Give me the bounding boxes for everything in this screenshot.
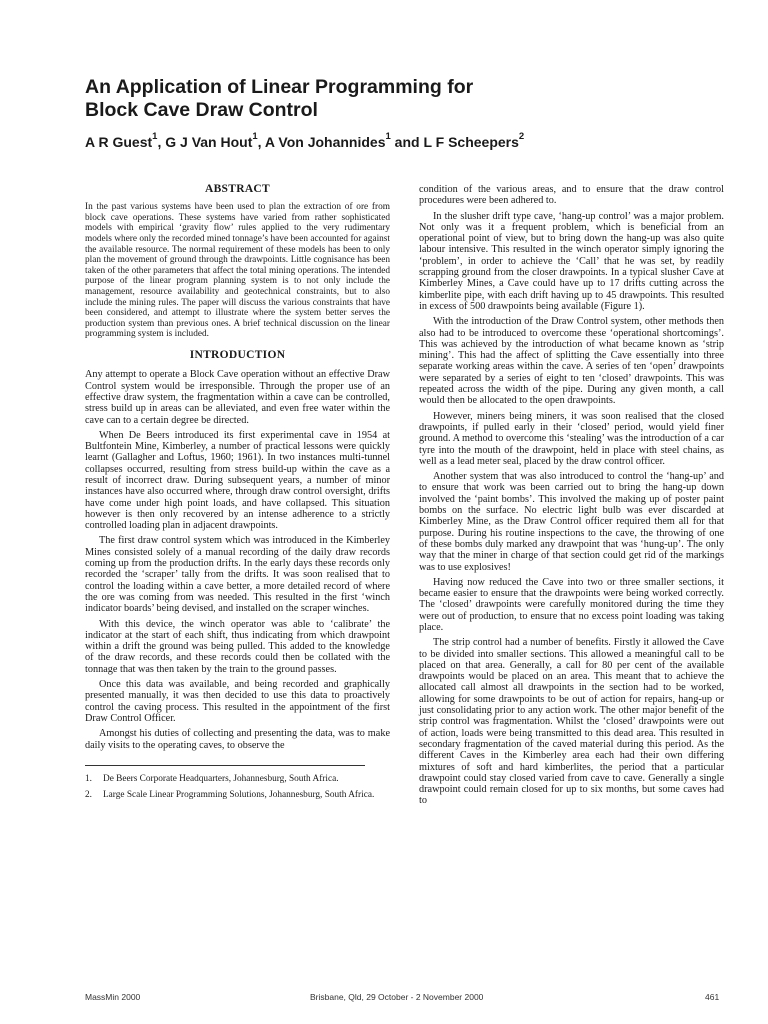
right-column	[419, 184, 724, 811]
footer-conference: MassMin 2000	[85, 992, 141, 1002]
paragraph: With this device, the winch operator was able to ‘calibrate’ the indicator at the start of each shift, thus indicating from which drawpoint within a drift the ground was being pulled. This added to the knowledge of the draw records, and these records could then be collated with the tonnage that was then taken by the train to the ground passes.	[85, 618, 390, 675]
abstract-text: In the past various systems have been used to plan the extraction of ore from block cave operations. These systems have varied from rather sophisticated models with empirical ‘gravity flow’ rules applied to the very rudimentary models where only the recorded mined tonnage’s have been accounted for against the available resource. The normal requirement of these models has been to only plan the movement of ground through the drawpoints. Little cognisance has been taken of the other parameters that affect the total mining operations. The intended purpose of the linear program planning system is to not only include the management, resource availability and geotechnical constraints, but to also include the mining rules. The paper will discuss the various constraints that have been considered, and attempt to illustrate where the system better serves the production system than previous ones. A brief technical discussion on the linear programming system is included.	[85, 202, 390, 340]
paragraph: In the slusher drift type cave, ‘hang-up control’ was a major problem. Not only was it a frequent problem, which is beneficial from an operational point of view, but to bring down the hang-up was also quite labour intensive. This resulted in the winch operator simply ignoring the ‘problem’, in order to achieve the ‘Call’ that he was set, by readily scrapping ground from the closer drawpoints. In a typical slusher Cave at Kimberley Mines, a Cave could have up to 17 drifts cutting across the kimberlite pipe, with each drift having up to 45 drawpoints. This resulted in excess of 500 drawpoints being available (Figure 1).	[419, 210, 724, 312]
footnote-divider	[85, 765, 365, 766]
paragraph: Amongst his duties of collecting and presenting the data, was to make daily visits to the operating caves, to observe the	[85, 728, 390, 751]
paragraph: With the introduction of the Draw Control system, other methods then also had to be introduced to overcome these ‘operational shortcomings’. This was achieved by the introduction of what became known as ‘strip mining’. This had the affect of splitting the Cave essentially into three separate working areas within the cave. A series of ten ‘open’ drawpoints were separated by a series of eight to ten ‘closed’ drawpoints. This was repeated across the width of the pipe. During any given month, a call would then be allocated to the open drawpoints.	[419, 316, 724, 407]
abstract-heading: ABSTRACT	[204, 183, 271, 195]
paragraph: The strip control had a number of benefits. Firstly it allowed the Cave to be divided into smaller sections. This allowed a meaningful call to be placed on that area. Generally, a call for 80 per cent of the available drawpoints would be placed on an area. This meant that to achieve the allocated call almost all drawpoints in the section had to be worked, allowing for some drawpoints to be out of action for repairs, hang-up or just consolidating prior to any action work. The other major benefit of the strip control was fragmentation. Whilst the ‘closed’ drawpoints were out of action, loads were being transmitted to this dead area. This resulted in secondary fragmentation of the caved material during this period. As the different Caves in the Kimberley area each had their own differing mixtures of soft and hard kimberlites, the period that a particular drawpoint could stay closed varied from cave to cave. Generally a single drawpoint could remain closed for up to six months, but some caves had to	[419, 637, 724, 807]
footnote: 2. Large Scale Linear Programming Solutions, Johannesburg, South Africa.	[85, 790, 375, 801]
footer-location-date: Brisbane, Qld, 29 October - 2 November 2000	[310, 992, 484, 1002]
paragraph: However, miners being miners, it was soon realised that the closed drawpoints, if pulled early in their ‘closed’ period, would yield finer ground. A method to overcome this ‘stealing’ was the introduction of a car tyre into the mouth of the drawpoint, held in place with steel chains, as well as a lead meter seal, placed by the draw control officer.	[419, 410, 724, 467]
paragraph: Any attempt to operate a Block Cave operation without an effective Draw Control system would be irresponsible. Through the proper use of an effective draw system, the fragmentation within a cave can be controlled, stress build up in areas can be alleviated, and even free water within the cave can to a certain degree be directed.	[85, 369, 390, 426]
paper-title-line-1: An Application of Linear Programming for	[85, 76, 474, 98]
paper-title	[85, 76, 685, 122]
author: A Von Johannides$^1$ and	[264, 131, 424, 150]
paragraph: Another system that was also introduced to control the ‘hang-up’ and to ensure that work was been carried out to bring the hang-up down involved the ‘paint bombs’. This involved the making up of poster paint bombs on the surface. No electric light bulb was ever discarded at Kimberley Mine, as the Draw Control officer required them all for that purpose. During his routine inspections to the cave, the throwing of one of these bombs duly marked any drawpoint that was ‘hung-up’. The only way that the miner in charge of that section could get rid of the markings was to use explosives!	[419, 471, 724, 573]
author: L F Scheepers$^2$	[423, 131, 525, 150]
paper-title-line-2: Block Cave Draw Control	[85, 99, 318, 121]
paragraph: Once this data was available, and being recorded and graphically presented manually, it was then decided to use this data to proactively control the caving process. This resulted in the appointment of the first Draw Control Officer.	[85, 679, 390, 724]
paragraph: Having now reduced the Cave into two or three smaller sections, it became easier to ensure that the drawpoints were being worked correctly. The ‘closed’ drawpoints were carefully monitored during the time they were out of production, to ensure that no excess point loading was taking place.	[419, 576, 724, 633]
page-number: 461	[705, 992, 720, 1002]
paragraph: When De Beers introduced its first experimental cave in 1954 at Bultfontein Mine, Kimberley, a number of practical lessons were quickly learnt (Gallagher and Loftus, 1960; 1961). In two instances multi-tunnel collapses occurred, resulting from stress build-up within the cave as a result of incorrect draw. During subsequent years, a number of minor instances have also occurred where, through draw control oversight, drifts have come under high point loads, and have collapsed. This situation however is then only recovered by an intense adherence to a strictly controlled loading plan in adjacent drawpoints.	[85, 429, 390, 532]
author: A R Guest$^1$,	[85, 131, 166, 150]
introduction-heading: INTRODUCTION	[189, 349, 286, 362]
paragraph: The first draw control system which was introduced in the Kimberley Mines consisted solely of a manual recording of the daily draw records coming up from the production drifts. In the early days these records only recorded the ‘scraper’ tally from the drifts. It was soon realised that to control the loading within a cave better, a more detailed record of where the ore was coming from was needed. This resulted in the first ‘winch indicator boards’ being devised, and installed on the scraper winches.	[85, 535, 390, 615]
paragraph: condition of the various areas, and to ensure that the draw control procedures were been adhered to.	[419, 184, 724, 207]
footnote: 1. De Beers Corporate Headquarters, Johannesburg, South Africa.	[85, 773, 339, 784]
abstract-section	[85, 184, 390, 340]
author: G J Van Hout$^1$,	[165, 131, 265, 150]
left-column	[85, 184, 390, 807]
author-list	[85, 132, 725, 152]
